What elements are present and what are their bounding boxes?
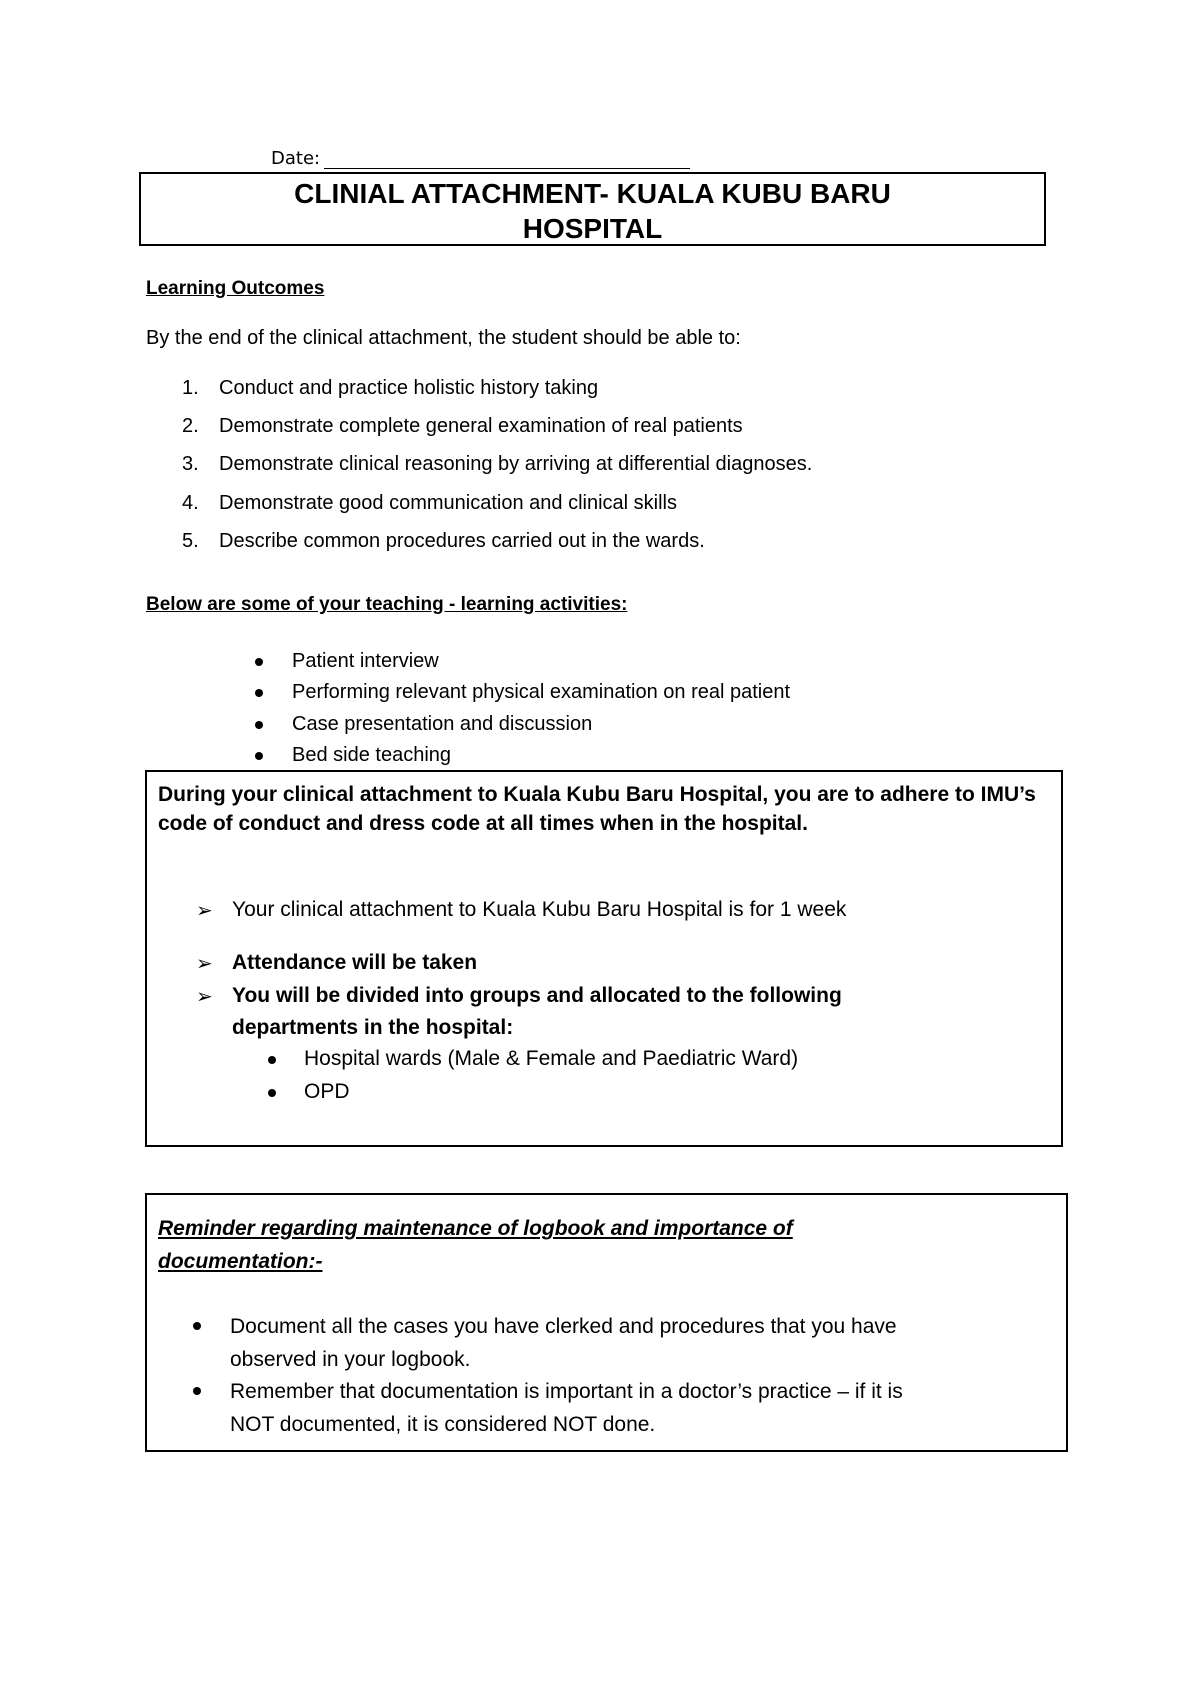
bullet-icon <box>255 658 263 666</box>
date-label: Date: <box>271 148 321 169</box>
list-item-text: Demonstrate clinical reasoning by arriving at differential diagnoses. <box>219 453 813 475</box>
list-item <box>255 681 955 707</box>
date-field <box>271 148 690 169</box>
bullet-icon <box>268 1056 276 1064</box>
bullet-icon <box>193 1322 201 1330</box>
title-line-1: CLINIAL ATTACHMENT- KUALA KUBU BARU <box>294 178 891 209</box>
title-box <box>139 172 1046 246</box>
date-blank-line <box>324 150 690 169</box>
list-item-text: Conduct and practice holistic history taking <box>219 377 599 399</box>
list-item-number: 5. <box>182 530 199 552</box>
bullet-icon <box>255 689 263 697</box>
list-item-text: Remember that documentation is important in a doctor’s practice – if it is NOT documented, it is considered NOT done. <box>230 1380 903 1436</box>
arrow-item-text: You will be divided into groups and allocated to the following departments in the hospital: <box>232 984 842 1039</box>
list-item-text: Case presentation and discussion <box>292 713 593 735</box>
list-item <box>268 1047 968 1075</box>
list-item-text: Hospital wards (Male & Female and Paediatric Ward) <box>304 1047 799 1070</box>
list-item-text: Document all the cases you have clerked and procedures that you have observed in your logbook. <box>230 1315 897 1371</box>
list-item-number: 1. <box>182 377 199 399</box>
arrow-item-text: Attendance will be taken <box>232 951 478 974</box>
list-item <box>255 744 955 770</box>
list-item-text: Performing relevant physical examination on real patient <box>292 681 791 703</box>
arrow-bullet-icon: ➢ <box>196 951 213 975</box>
reminder-heading: Reminder regarding maintenance of logbook and importance of documentation:- <box>158 1217 793 1273</box>
list-item-text: Describe common procedures carried out in the wards. <box>219 530 705 552</box>
bullet-icon <box>193 1387 201 1395</box>
list-item <box>255 650 955 676</box>
list-item <box>268 1080 968 1108</box>
list-item-text: OPD <box>304 1080 350 1103</box>
list-item-text: Demonstrate good communication and clinical skills <box>219 492 677 514</box>
bullet-icon <box>268 1089 276 1097</box>
list-item-number: 2. <box>182 415 199 437</box>
list-item-text: Patient interview <box>292 650 439 672</box>
arrow-bullet-icon: ➢ <box>196 984 213 1008</box>
list-item-text: Bed side teaching <box>292 744 452 766</box>
learning-outcomes-intro: By the end of the clinical attachment, the student should be able to: <box>146 327 741 349</box>
conduct-intro: During your clinical attachment to Kuala Kubu Baru Hospital, you are to adhere to IMU’s code of conduct and dress code at all times when in the hospital. <box>158 783 1036 835</box>
list-item-text: Demonstrate complete general examination of real patients <box>219 415 743 437</box>
bullet-icon <box>255 721 263 729</box>
page-title <box>141 174 1044 246</box>
bullet-icon <box>255 752 263 760</box>
list-item-number: 4. <box>182 492 199 514</box>
activities-heading: Below are some of your teaching - learning activities: <box>146 594 628 615</box>
title-line-2: HOSPITAL <box>522 213 663 244</box>
list-item-number: 3. <box>182 453 199 475</box>
learning-outcomes-heading: Learning Outcomes <box>146 278 325 299</box>
arrow-bullet-icon: ➢ <box>196 898 213 922</box>
arrow-item-text: Your clinical attachment to Kuala Kubu Baru Hospital is for 1 week <box>232 898 847 921</box>
list-item <box>255 713 955 739</box>
